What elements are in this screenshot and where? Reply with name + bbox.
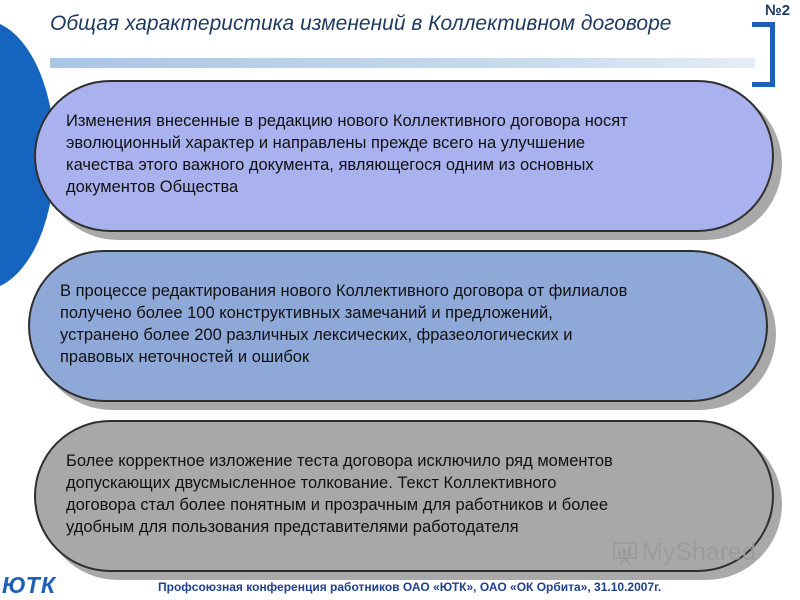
panel-1-text: Изменения внесенные в редакцию нового Коллективного договора носят эволюционный характер и направлены прежде всего на улучшение качества этого важного документа, являющегося одним из основных документов Общества [66,112,628,196]
slide-title: Общая характеристика изменений в Коллективном договоре [50,12,672,35]
title-underline-bar [50,58,755,68]
company-logo: ЮТК [2,572,56,598]
info-panel-2 [28,250,768,402]
watermark [612,538,756,567]
bracket-decoration [752,22,775,87]
panel-3-text: Более корректное изложение теста договора исключило ряд моментов допускающих двусмысленное толкование. Текст Коллективного договора стал более понятным и прозрачным для работников и более удобным для пользования представителями работодателя [66,452,613,536]
slide-number: №2 [765,2,791,19]
presentation-icon [612,540,638,566]
watermark-text: MyShared [642,538,756,566]
footer-text: Профсоюзная конференция работников ОАО «ЮТК», ОАО «ОК Орбита», 31.10.2007г. [158,580,662,594]
panel-2-text: В процессе редактирования нового Коллективного договора от филиалов получено более 100 конструктивных замечаний и предложений, устранено более 200 различных лексических, фразеологических и правовых неточностей и ошибок [60,282,628,366]
info-panel-1 [34,80,774,232]
